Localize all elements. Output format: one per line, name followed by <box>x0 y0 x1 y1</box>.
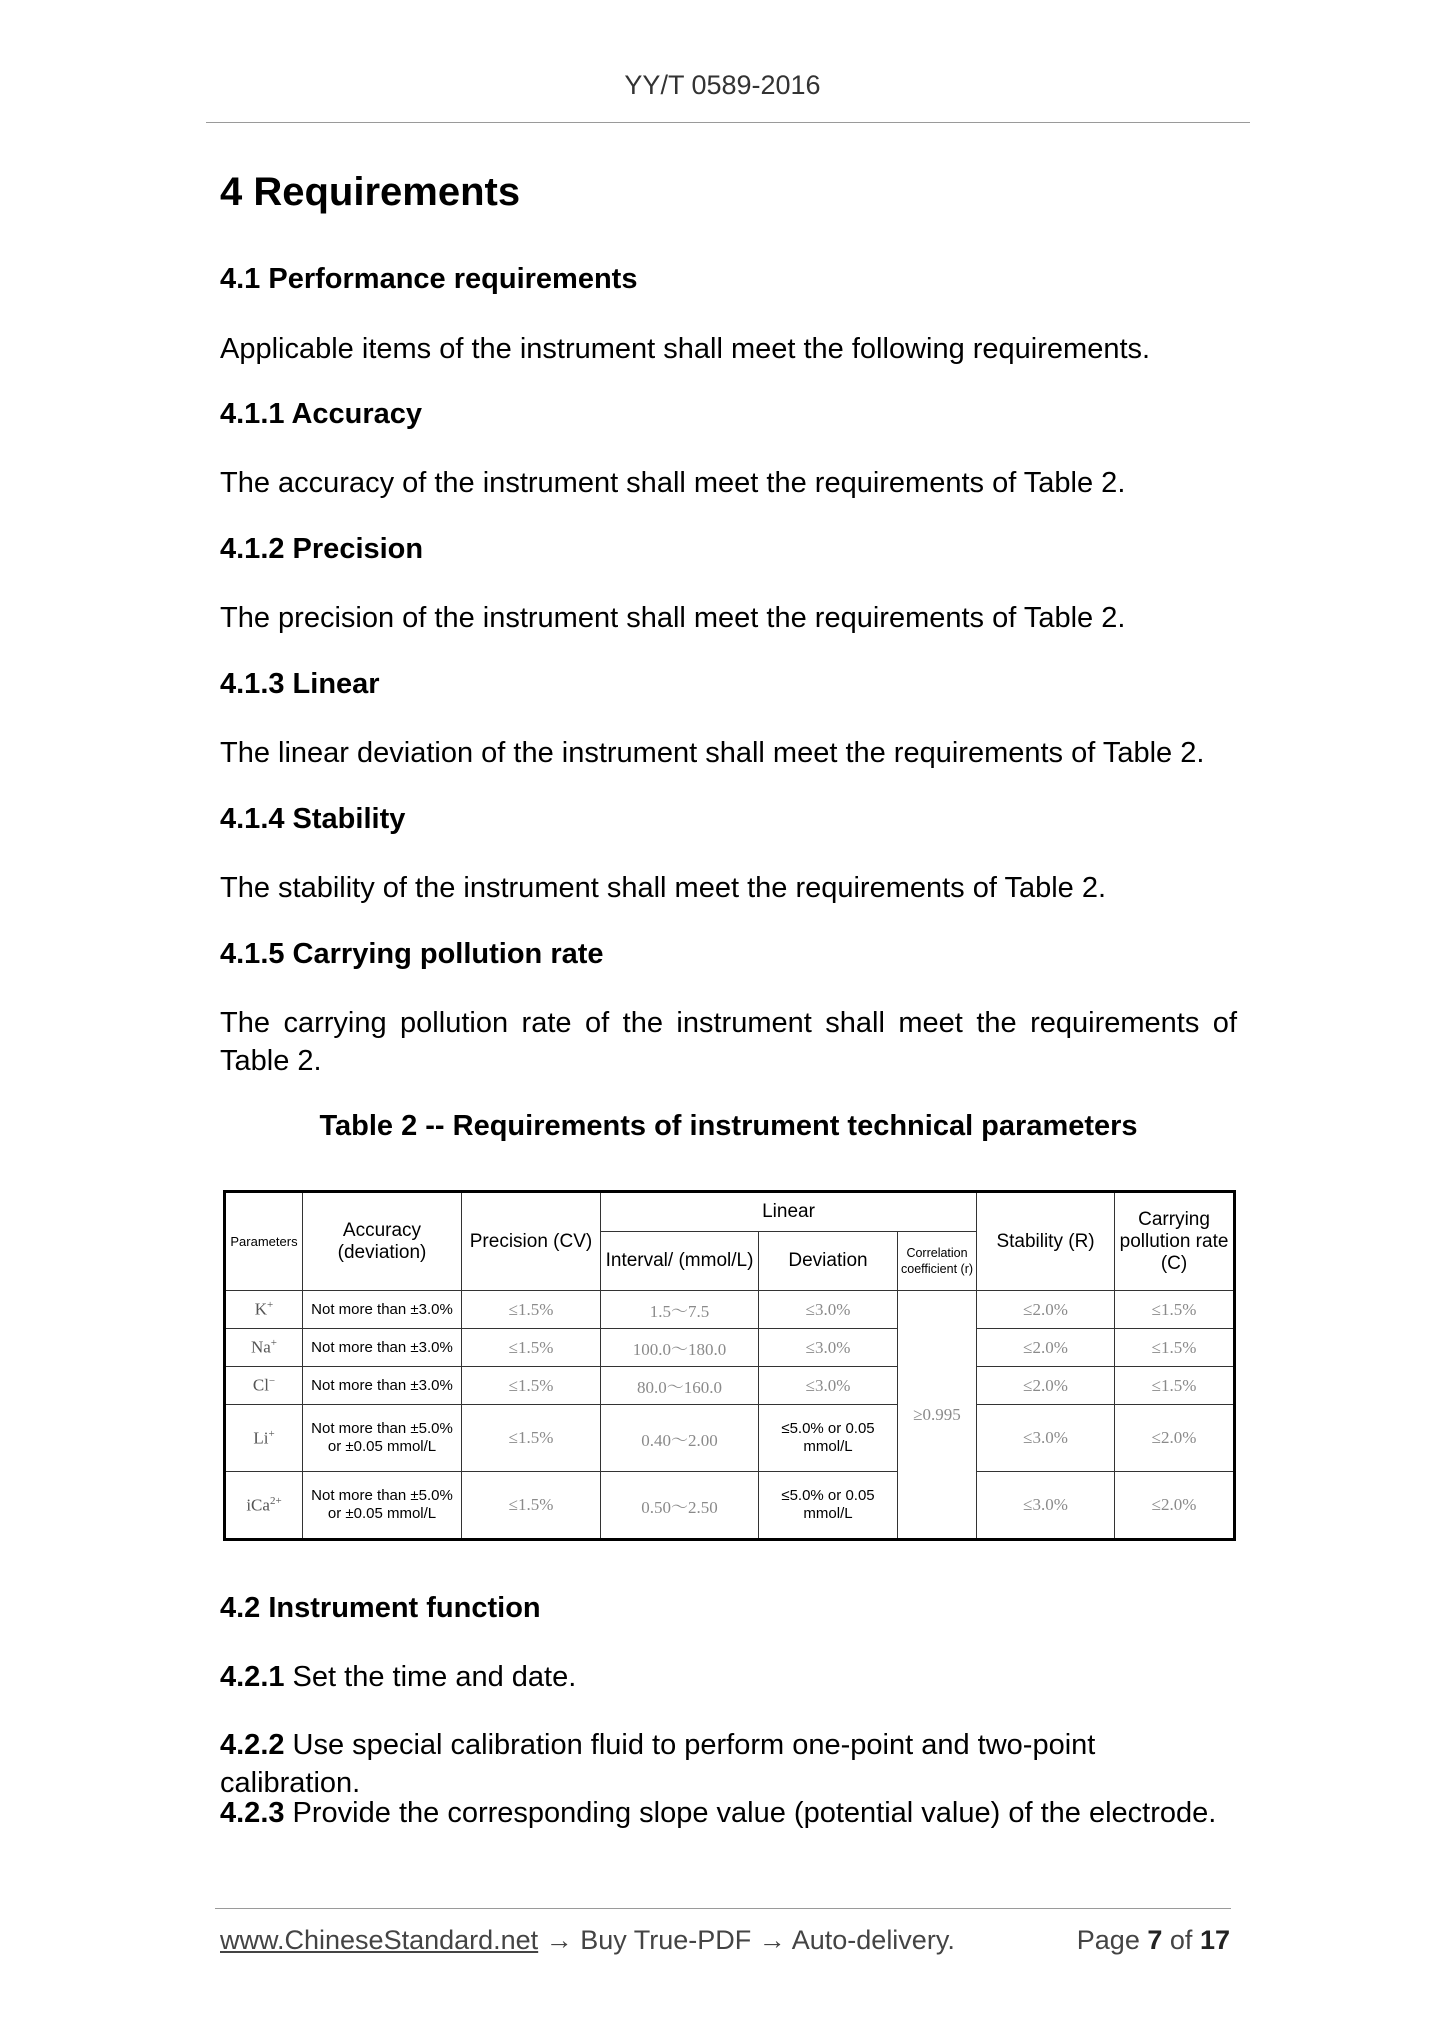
deviation-cell: ≤3.0% <box>759 1367 898 1405</box>
function-item-2: 4.2.2 Use special calibration fluid to perform one-point and two-point calibration. <box>220 1729 1096 1799</box>
table-caption: Table 2 -- Requirements of instrument technical parameters <box>319 1110 1138 1142</box>
accuracy-cell: Not more than ±5.0% or ±0.05 mmol/L <box>303 1405 462 1472</box>
page-number: 7 <box>1147 1925 1163 1955</box>
precision-cell: ≤1.5% <box>462 1291 601 1329</box>
deviation-cell: ≤3.0% <box>759 1291 898 1329</box>
ion-cell: K+ <box>225 1291 303 1329</box>
stability-cell: ≤3.0% <box>977 1472 1115 1540</box>
stability-cell: ≤2.0% <box>977 1329 1115 1367</box>
page-indicator: Page 7 of 17 <box>1076 1925 1230 1955</box>
table-row <box>225 1405 1235 1472</box>
interval-cell: 1.5～7.5 <box>601 1291 759 1329</box>
header-stability: Stability (R) <box>977 1192 1115 1291</box>
interval-cell: 100.0～180.0 <box>601 1329 759 1367</box>
function-heading: 4.2 Instrument function <box>220 1592 541 1624</box>
ion-cell: iCa$^{2+}$ <box>225 1472 303 1540</box>
correlation-cell: ≥0.995 <box>898 1291 977 1540</box>
table-row <box>225 1329 1235 1367</box>
accuracy-cell: Not more than ±3.0% <box>303 1329 462 1367</box>
ion-cell: Na+ <box>225 1329 303 1367</box>
requirements-table <box>223 1190 1236 1541</box>
linear-heading: 4.1.3 Linear <box>220 668 380 700</box>
function-item-1: 4.2.1 Set the time and date. <box>220 1661 577 1693</box>
header-linear: Linear <box>601 1192 977 1232</box>
website-link[interactable]: www.ChineseStandard.net <box>220 1925 539 1955</box>
carrying-cell: ≤1.5% <box>1115 1367 1235 1405</box>
deviation-cell: ≤3.0% <box>759 1329 898 1367</box>
interval-cell: 0.40～2.00 <box>601 1405 759 1472</box>
header-parameters: Parameters <box>225 1192 303 1291</box>
carrying-heading: 4.1.5 Carrying pollution rate <box>220 938 604 970</box>
accuracy-heading: 4.1.1 Accuracy <box>220 398 423 430</box>
carrying-cell: ≤2.0% <box>1115 1472 1235 1540</box>
carrying-paragraph: The carrying pollution rate of the instrument shall meet the requirements of Table 2. <box>220 1007 1237 1077</box>
stability-heading: 4.1.4 Stability <box>220 803 406 835</box>
carrying-cell: ≤2.0% <box>1115 1405 1235 1472</box>
accuracy-cell: Not more than ±5.0% or ±0.05 mmol/L <box>303 1472 462 1540</box>
page-total: 17 <box>1199 1925 1230 1955</box>
section-title: 4 Requirements <box>220 170 521 214</box>
interval-cell: 80.0～160.0 <box>601 1367 759 1405</box>
deviation-cell: ≤5.0% or 0.05 mmol/L <box>759 1472 898 1540</box>
carrying-cell: ≤1.5% <box>1115 1329 1235 1367</box>
precision-cell: ≤1.5% <box>462 1405 601 1472</box>
precision-cell: ≤1.5% <box>462 1472 601 1540</box>
table-row <box>225 1472 1235 1540</box>
table-row <box>225 1291 1235 1329</box>
precision-cell: ≤1.5% <box>462 1329 601 1367</box>
header-carrying: Carrying pollution rate (C) <box>1115 1192 1235 1291</box>
ion-cell: Cl− <box>225 1367 303 1405</box>
footer-divider <box>215 1908 1231 1909</box>
function-item-3: 4.2.3 Provide the corresponding slope value (potential value) of the electrode. <box>220 1797 1217 1829</box>
header-deviation: Deviation <box>759 1232 898 1291</box>
precision-paragraph: The precision of the instrument shall meet the requirements of Table 2. <box>220 602 1126 634</box>
header-correlation: Correlation coefficient (r) <box>898 1232 977 1291</box>
header-precision: Precision (CV) <box>462 1192 601 1291</box>
performance-paragraph: Applicable items of the instrument shall meet the following requirements. <box>220 333 1151 365</box>
precision-cell: ≤1.5% <box>462 1367 601 1405</box>
accuracy-cell: Not more than ±3.0% <box>303 1291 462 1329</box>
header-interval: Interval/ (mmol/L) <box>601 1232 759 1291</box>
subsection-title-performance: 4.1 Performance requirements <box>220 263 638 295</box>
table-row <box>225 1367 1235 1405</box>
document-code: YY/T 0589-2016 <box>624 70 821 100</box>
deviation-cell: ≤5.0% or 0.05 mmol/L <box>759 1405 898 1472</box>
header-divider <box>206 122 1250 123</box>
footer-text: → Buy True-PDF → Auto-delivery. <box>538 1925 955 1955</box>
stability-cell: ≤2.0% <box>977 1367 1115 1405</box>
interval-cell: 0.50～2.50 <box>601 1472 759 1540</box>
linear-paragraph: The linear deviation of the instrument shall meet the requirements of Table 2. <box>220 737 1205 769</box>
precision-heading: 4.1.2 Precision <box>220 533 424 565</box>
ion-cell: Li+ <box>225 1405 303 1472</box>
accuracy-paragraph: The accuracy of the instrument shall meet the requirements of Table 2. <box>220 467 1126 499</box>
stability-cell: ≤3.0% <box>977 1405 1115 1472</box>
carrying-cell: ≤1.5% <box>1115 1291 1235 1329</box>
accuracy-cell: Not more than ±3.0% <box>303 1367 462 1405</box>
page-footer <box>220 1925 1230 1956</box>
stability-paragraph: The stability of the instrument shall meet the requirements of Table 2. <box>220 872 1107 904</box>
stability-cell: ≤2.0% <box>977 1291 1115 1329</box>
header-accuracy: Accuracy (deviation) <box>303 1192 462 1291</box>
